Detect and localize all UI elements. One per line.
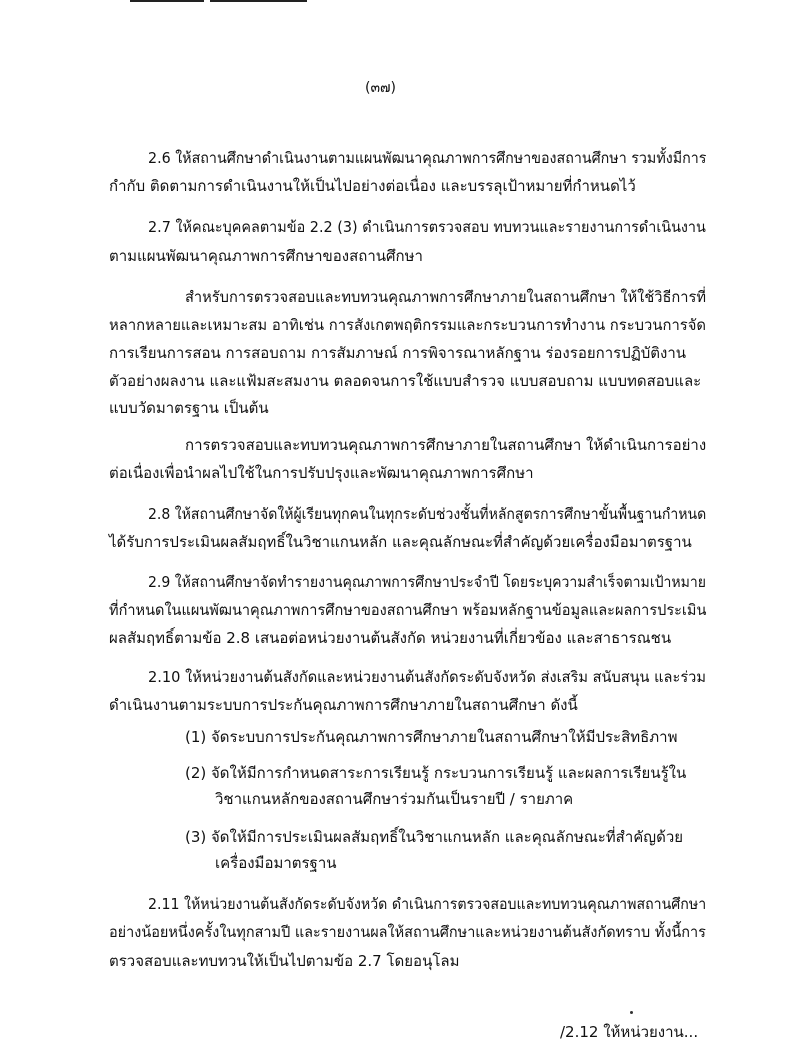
para-2-9-line-1: 2.9 ให้สถานศึกษาจัดทำรายงานคุณภาพการศึกษาประจำปี โดยระบุความสำเร็จตามเป้าหมาย: [148, 573, 707, 591]
para-continuous-line-1: การตรวจสอบและทบทวนคุณภาพการศึกษาภายในสถานศึกษา ให้ดำเนินการอย่าง: [185, 436, 707, 454]
para-methods-line-3: การเรียนการสอน การสอบถาม การสัมภาษณ์ การพิจารณาหลักฐาน ร่องรอยการปฏิบัติงาน: [109, 344, 687, 362]
para-methods-line-4: ตัวอย่างผลงาน และแฟ้มสะสมงาน ตลอดจนการใช้แบบสำรวจ แบบสอบถาม แบบทดสอบและ: [109, 372, 702, 390]
para-methods-line-5: แบบวัดมาตรฐาน เป็นต้น: [109, 399, 269, 417]
para-2-10-line-1: 2.10 ให้หน่วยงานต้นสังกัดและหน่วยงานต้นสังกัดระดับจังหวัด ส่งเสริม สนับสนุน และร่วม: [148, 668, 706, 686]
footer-continuation: /2.12 ให้หน่วยงาน...: [560, 1023, 699, 1041]
subitem-3-line-2: เครื่องมือมาตรฐาน: [215, 854, 337, 872]
para-2-9-line-2: ที่กำหนดในแผนพัฒนาคุณภาพการศึกษาของสถานศึกษา พร้อมหลักฐานข้อมูลและผลการประเมิน: [109, 601, 707, 619]
top-rule-left: [130, 0, 204, 2]
para-2-11-line-1: 2.11 ให้หน่วยงานต้นสังกัดระดับจังหวัด ดำเนินการตรวจสอบและทบทวนคุณภาพสถานศึกษา: [148, 895, 707, 913]
subitem-1-line-1: (1) จัดระบบการประกันคุณภาพการศึกษาภายในสถานศึกษาให้มีประสิทธิภาพ: [185, 728, 678, 746]
subitem-2-line-2: วิชาแกนหลักของสถานศึกษาร่วมกันเป็นรายปี / รายภาค: [215, 790, 574, 808]
para-2-9-line-3: ผลสัมฤทธิ์ตามข้อ 2.8 เสนอต่อหน่วยงานต้นสังกัด หน่วยงานที่เกี่ยวข้อง และสาธารณชน: [109, 629, 672, 647]
para-2-7-line-2: ตามแผนพัฒนาคุณภาพการศึกษาของสถานศึกษา: [109, 247, 423, 265]
para-2-11-line-3: ตรวจสอบและทบทวนให้เป็นไปตามข้อ 2.7 โดยอนุโลม: [109, 952, 460, 970]
subitem-3-line-1: (3) จัดให้มีการประเมินผลสัมฤทธิ์ในวิชาแกนหลัก และคุณลักษณะที่สำคัญด้วย: [185, 828, 684, 846]
para-2-11-line-2: อย่างน้อยหนึ่งครั้งในทุกสามปี และรายงานผลให้สถานศึกษาและหน่วยงานต้นสังกัดทราบ ทั้งนี้การ: [109, 923, 706, 941]
para-2-10-line-2: ดำเนินงานตามระบบการประกันคุณภาพการศึกษาภายในสถานศึกษา ดังนี้: [109, 696, 578, 714]
scan-speck: [630, 1011, 633, 1014]
para-2-6-line-2: กำกับ ติดตามการดำเนินงานให้เป็นไปอย่างต่อเนื่อง และบรรลุเป้าหมายที่กำหนดไว้: [109, 177, 636, 195]
para-2-7-line-1: 2.7 ให้คณะบุคคลตามข้อ 2.2 (3) ดำเนินการตรวจสอบ ทบทวนและรายงานการดำเนินงาน: [148, 218, 706, 236]
para-methods-line-2: หลากหลายและเหมาะสม อาทิเช่น การสังเกตพฤติกรรมและกระบวนการทำงาน กระบวนการจัด: [109, 316, 706, 334]
para-2-8-line-1: 2.8 ให้สถานศึกษาจัดให้ผู้เรียนทุกคนในทุกระดับช่วงชั้นที่หลักสูตรการศึกษาขั้นพื้นฐานกำหนด: [148, 505, 707, 523]
top-rule-right: [210, 0, 307, 2]
para-2-6-line-1: 2.6 ให้สถานศึกษาดำเนินงานตามแผนพัฒนาคุณภาพการศึกษาของสถานศึกษา รวมทั้งมีการ: [148, 149, 707, 167]
para-continuous-line-2: ต่อเนื่องเพื่อนำผลไปใช้ในการปรับปรุงและพัฒนาคุณภาพการศึกษา: [109, 464, 534, 482]
page-number: (๓๗): [365, 80, 397, 96]
para-2-8-line-2: ได้รับการประเมินผลสัมฤทธิ์ในวิชาแกนหลัก และคุณลักษณะที่สำคัญด้วยเครื่องมือมาตรฐาน: [109, 533, 692, 551]
para-methods-line-1: สำหรับการตรวจสอบและทบทวนคุณภาพการศึกษาภายในสถานศึกษา ให้ใช้วิธีการที่: [185, 288, 707, 306]
subitem-2-line-1: (2) จัดให้มีการกำหนดสาระการเรียนรู้ กระบวนการเรียนรู้ และผลการเรียนรู้ใน: [185, 764, 687, 782]
